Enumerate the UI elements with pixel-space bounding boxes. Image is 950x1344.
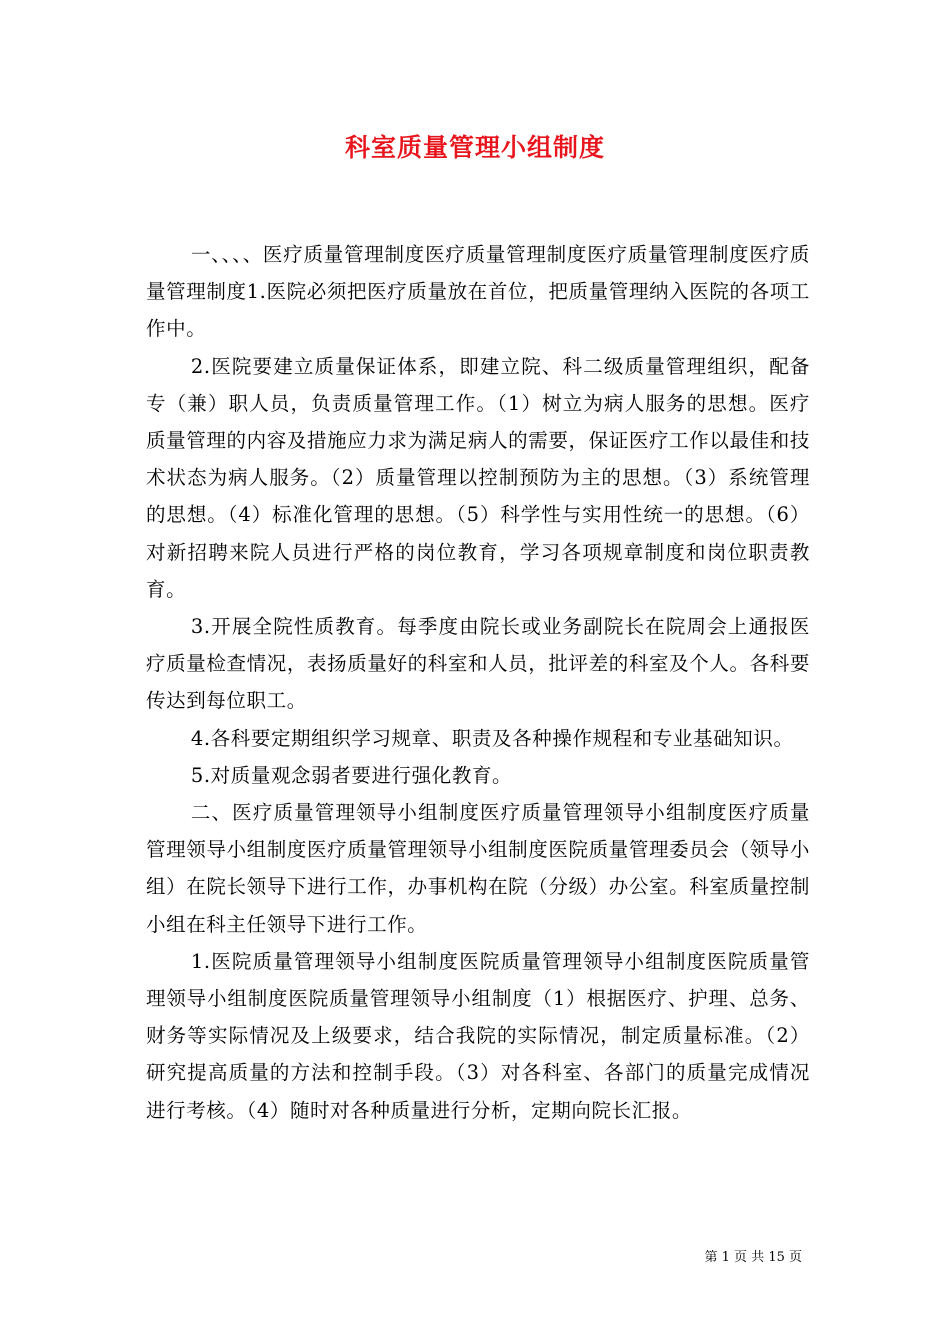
paragraph-1: 一、、、、医疗质量管理制度医疗质量管理制度医疗质量管理制度医疗质量管理制度1.医院必须把医疗质量放在首位，把质量管理纳入医院的各项工作中。 (146, 243, 810, 341)
document-title: 科室质量管理小组制度 (344, 133, 605, 162)
paragraph-7: 1.医院质量管理领导小组制度医院质量管理领导小组制度医院质量管理领导小组制度医院质量管理领导小组制度（1）根据医疗、护理、总务、财务等实际情况及上级要求，结合我院的实际情况，制定质量标准。（2）研究提高质量的方法和控制手段。（3）对各科室、各部门的质量完成情况进行考核。（4）随时对各种质量进行分析，定期向院长汇报。 (146, 949, 810, 1122)
page-number: 第 1 页 共 15 页 (704, 1250, 802, 1265)
paragraph-6: 二、医疗质量管理领导小组制度医疗质量管理领导小组制度医疗质量管理领导小组制度医疗质量管理领导小组制度医院质量管理委员会（领导小组）在院长领导下进行工作，办事机构在院（分级）办公室。科室质量控制小组在科主任领导下进行工作。 (146, 801, 810, 936)
paragraph-5: 5.对质量观念弱者要进行强化教育。 (190, 763, 513, 787)
paragraph-2: 2.医院要建立质量保证体系，即建立院、科二级质量管理组织，配备专（兼）职人员，负责质量管理工作。（1）树立为病人服务的思想。医疗质量管理的内容及措施应力求为满足病人的需要，保证医疗工作以最佳和技术状态为病人服务。（2）质量管理以控制预防为主的思想。（3）系统管理的思想。（4）标准化管理的思想。（5）科学性与实用性统一的思想。（6）对新招聘来院人员进行严格的岗位教育，学习各项规章制度和岗位职责教育。 (146, 354, 810, 601)
document-body (146, 236, 810, 1129)
paragraph-4: 4.各科要定期组织学习规章、职责及各种操作规程和专业基础知识。 (190, 726, 794, 750)
paragraph-3: 3.开展全院性质教育。每季度由院长或业务副院长在院周会上通报医疗质量检查情况，表扬质量好的科室和人员，批评差的科室及个人。各科要传达到每位职工。 (146, 615, 810, 713)
